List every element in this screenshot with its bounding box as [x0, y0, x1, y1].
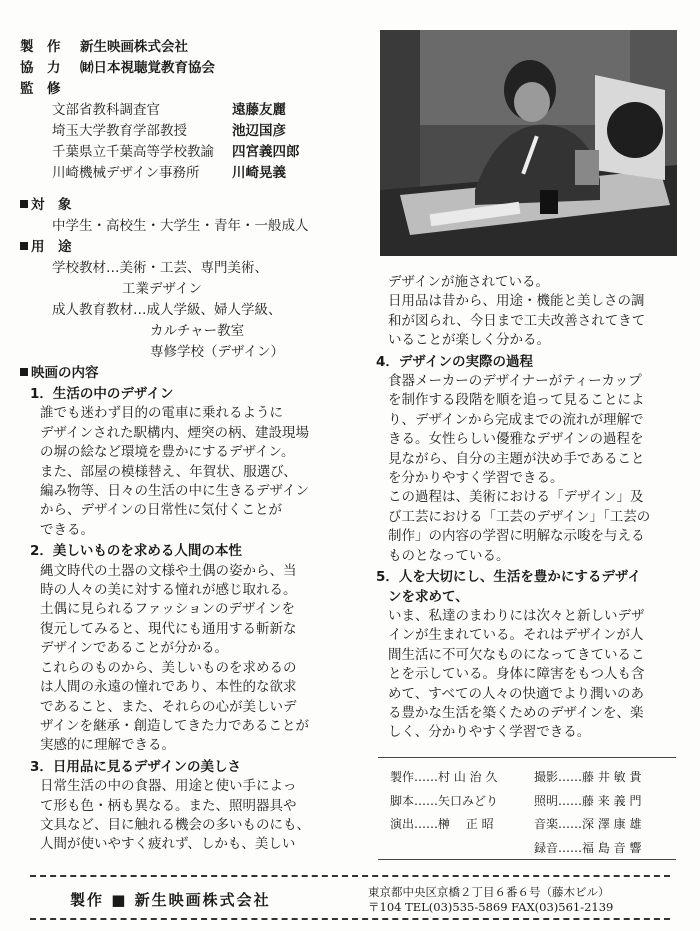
supervisor-org: 川崎機械デザイン事務所	[52, 165, 200, 181]
body-line: いま、私達のまわりには次々と新しいデザ	[388, 607, 645, 624]
body-line: とを示している。身体に障害をもつ人も含	[388, 666, 645, 683]
body-line: 縄文時代の土器の文様や土偶の姿から、当	[40, 562, 297, 579]
credits-top-rule	[378, 757, 676, 758]
section-heading: 2．美しいものを求める人間の本性	[30, 543, 242, 560]
footer-top-divider	[30, 875, 670, 877]
body-line: 制作」の内容の学習に明解な示唆を与える	[388, 528, 645, 545]
bullet-square-icon	[20, 242, 28, 250]
usage-line: 専修学校（デザイン）	[150, 344, 285, 360]
body-line: 編み物等、日々の生活の中に生きるデザイン	[40, 483, 310, 500]
body-line: 食器メーカーのデザイナーがティーカップ	[388, 373, 642, 390]
right-column	[376, 273, 688, 743]
bullet-square-icon	[20, 200, 28, 208]
body-line: ものとなっている。	[388, 547, 510, 564]
body-line: び工芸における「工芸のデザイン」「工芸の	[388, 508, 651, 525]
designer-photo	[380, 30, 677, 256]
credits-bottom-rule	[378, 859, 676, 860]
credit-item: 演出……榊 正 昭	[390, 817, 494, 831]
production-value: 新生映画株式会社	[80, 39, 188, 55]
usage-line: 成人教育教材…成人学級、婦人学級、	[52, 302, 282, 318]
body-line: しく、分かりやすく学習できる。	[388, 724, 591, 741]
body-line: この過程は、美術における「デザイン」及	[388, 489, 644, 506]
supervisor-org: 文部省教科調査官	[52, 102, 160, 118]
body-line: めて、すべての人々の快適でより潤いのあ	[388, 685, 644, 702]
credit-item: 製作……村 山 治 久	[390, 770, 498, 784]
usage-heading: 用 途	[20, 238, 72, 257]
body-line: デザインであることが分かる。	[40, 640, 229, 657]
section-heading: 5．人を大切にし、生活を豊かにするデザイ	[376, 569, 641, 586]
section-body	[30, 562, 360, 756]
supervisor-org: 千葉県立千葉高等学校教諭	[52, 144, 214, 160]
body-line: る豊かな生活を築くためのデザインを、楽	[388, 704, 644, 721]
section-heading: 1．生活の中のデザイン	[30, 386, 174, 402]
body-line: これらのものから、美しいものを求めるの	[40, 659, 297, 676]
supervisor-org: 埼玉大学教育学部教授	[52, 123, 187, 139]
bullet-square-icon	[20, 368, 28, 376]
section-body	[388, 372, 688, 566]
credit-item: 音楽……深 澤 康 雄	[534, 817, 642, 831]
body-line: 見ながら、自分の主題が決め手であること	[388, 450, 645, 467]
body-line: デザインされた駅構内、煙突の柄、建設現場	[40, 424, 310, 441]
target-value: 中学生・高校生・大学生・青年・一般成人	[52, 218, 309, 234]
footer-contact: 〒104 TEL(03)535-5869 FAX(03)561-2139	[368, 900, 614, 914]
footer-address: 東京都中央区京橋２丁目６番６号（藤木ビル）	[368, 885, 610, 899]
credit-item: 脚本……矢口みどり	[390, 794, 499, 808]
section-body	[30, 404, 360, 540]
section-body	[388, 607, 688, 743]
body-line: いることが楽しく分かる。	[388, 332, 550, 349]
production-label: 製 作	[20, 39, 61, 55]
body-line: 日常生活の中の食器、用途と使い手によっ	[40, 778, 297, 795]
body-line: から、デザインの日常性に気付くことが	[40, 502, 283, 519]
cooperation-label: 協 力	[20, 60, 61, 76]
body-line: は人間の永遠の憧れであり、本性的な欲求	[40, 679, 297, 696]
footer-company: 製作 ■ 新生映画株式会社	[70, 891, 271, 909]
section-heading: 3．日用品に見るデザインの美しさ	[30, 758, 241, 775]
target-heading: 対 象	[20, 196, 72, 215]
supervisor-name: 川崎晃義	[232, 165, 286, 181]
body-line: を分かりやすく学習できる。	[388, 470, 564, 487]
body-line: であること、また、それらの心が美しいデ	[40, 698, 297, 715]
body-line: 土偶に見られるファッションのデザインを	[40, 601, 296, 618]
body-line: 誰でも迷わず目的の電車に乗れるように	[40, 405, 283, 422]
body-line: できる。	[40, 521, 94, 538]
body-line: 時の人々の美に対する憧れが感じ取れる。	[40, 582, 297, 599]
body-line: 復元してみると、現代にも通用する斬新な	[40, 620, 297, 637]
credit-item: 照明……藤 来 義 門	[534, 794, 642, 808]
body-line: を制作する段階を順を追って見ることによ	[388, 392, 645, 409]
body-line: 文具など、目に触れる機会の多いものにも、	[40, 816, 310, 833]
body-line: り、デザインから完成までの流れが理解で	[388, 411, 644, 428]
body-line: デザインが施されている。	[388, 274, 550, 290]
credit-item: 録音……福 島 音 響	[534, 841, 642, 855]
supervisor-name: 四宮義四郎	[232, 144, 300, 160]
body-line: の塀の絵など環境を豊かにするデザイン。	[40, 444, 295, 461]
supervisor-name: 遠藤友麗	[232, 102, 286, 118]
supervisor-name: 池辺国彦	[232, 123, 286, 139]
body-line: 和が図られ、今日まで工夫改善されてきて	[388, 312, 646, 329]
body-line: インが生まれている。それはデザインが人	[388, 627, 644, 644]
supervision-label: 監 修	[20, 81, 61, 97]
cooperation-value: ㈶日本視聴覚教育協会	[80, 60, 215, 76]
body-line: ザインを継承・創造してきた力であることが	[40, 717, 310, 734]
section-heading: 4．デザインの実際の過程	[376, 353, 533, 370]
section-heading: ンを求めて、	[388, 588, 469, 605]
body-line: 日用品は昔から、用途・機能と美しさの調	[388, 293, 645, 310]
body-line: て形も色・柄も異なる。また、照明器具や	[40, 797, 297, 814]
contents-heading: 映画の内容	[20, 364, 99, 383]
body-line: きる。女性らしい優雅なデザインの過程を	[388, 431, 644, 448]
body-line: 実感的に理解できる。	[40, 737, 175, 754]
left-column	[30, 385, 360, 855]
credit-item: 撮影……藤 井 敏 貴	[534, 770, 642, 784]
body-line: 間生活に不可欠なものになってきているこ	[388, 646, 645, 663]
body-line: 人間が使いやすく疲れず、しかも、美しい	[40, 836, 296, 853]
usage-line: カルチャー教室	[150, 323, 245, 339]
usage-line: 工業デザイン	[122, 281, 203, 297]
section-body	[30, 777, 360, 855]
body-line: また、部屋の模様替え、年賀状、服選び、	[40, 463, 297, 480]
footer-bottom-divider	[30, 918, 670, 920]
usage-line: 学校教材…美術・工芸、専門美術、	[52, 260, 268, 276]
